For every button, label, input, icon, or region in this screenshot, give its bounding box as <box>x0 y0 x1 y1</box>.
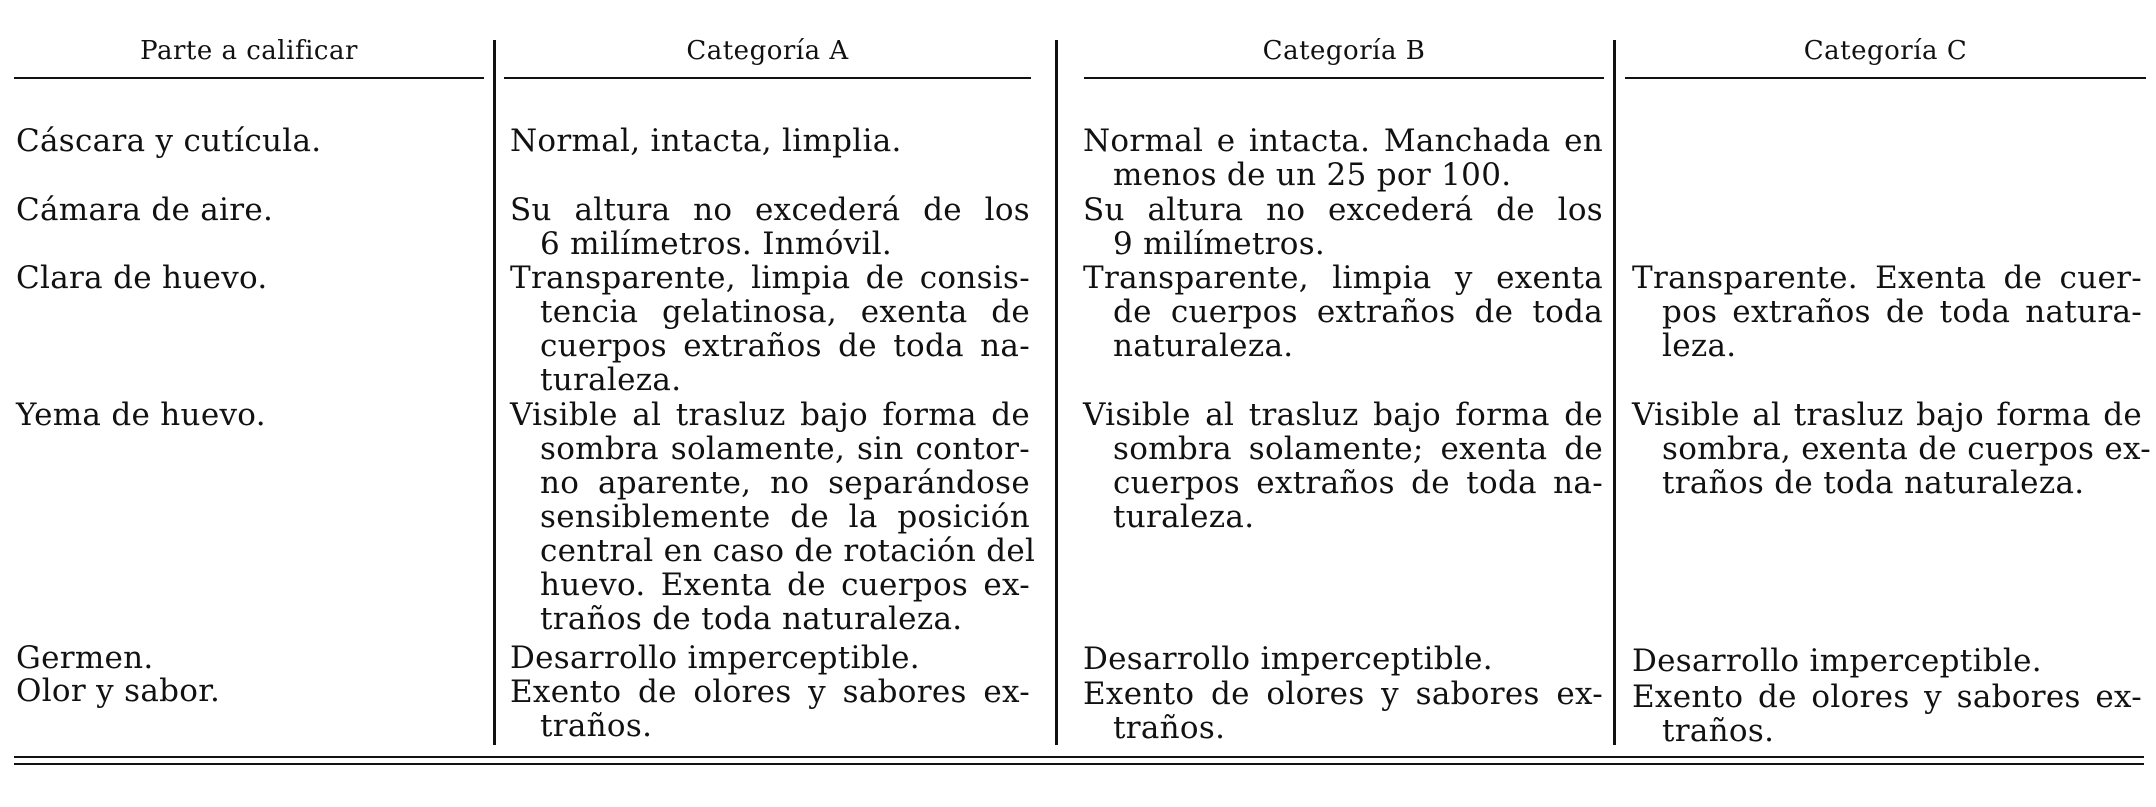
cell-line: traños. <box>1113 710 1226 746</box>
cell-line: menos de un 25 por 100. <box>1113 157 1512 193</box>
cell-line: traños de toda naturaleza. <box>540 601 963 637</box>
cell-line: sombra solamente; exenta de <box>1113 431 1603 467</box>
category-a-cell <box>510 124 1030 158</box>
cell-line: sombra, exenta de cuerpos ex- <box>1662 431 2152 467</box>
part-cell <box>16 398 486 432</box>
cell-line: 9 milímetros. <box>1113 226 1326 262</box>
header-category-b: Categoría B <box>1262 36 1426 66</box>
cell-line: traños. <box>1662 713 1775 749</box>
part-cell <box>16 261 486 295</box>
cell-line: cuerpos extraños de toda na- <box>1113 465 1603 501</box>
part-cell <box>16 641 486 675</box>
category-a-cell <box>510 397 1036 637</box>
cell-line: Cáscara y cutícula. <box>16 123 322 159</box>
cell-line: Su altura no excederá de los <box>510 192 1030 228</box>
header-underline <box>1625 77 2146 79</box>
cell-line: de cuerpos extraños de toda <box>1113 294 1603 330</box>
cell-line: Olor y sabor. <box>16 673 221 709</box>
cell-line: Visible al trasluz bajo forma de <box>1083 397 1603 433</box>
column-divider <box>1055 40 1058 745</box>
category-c-cell <box>1632 397 2152 501</box>
table-bottom-rule <box>14 763 2144 765</box>
cell-line: Exento de olores y sabores ex- <box>1083 676 1603 712</box>
header-underline <box>14 77 484 79</box>
cell-line: central en caso de rotación del <box>540 533 1036 569</box>
cell-line: huevo. Exenta de cuerpos ex- <box>540 567 1030 603</box>
part-cell <box>16 124 486 158</box>
cell-line: traños de toda naturaleza. <box>1662 465 2085 501</box>
header-part: Parte a calificar <box>140 36 358 66</box>
cell-line: leza. <box>1662 328 1737 364</box>
header-category-c: Categoría C <box>1803 36 1968 66</box>
column-divider <box>1613 40 1616 745</box>
cell-line: Normal e intacta. Manchada en <box>1083 123 1603 159</box>
cell-line: 6 milímetros. Inmóvil. <box>540 226 893 262</box>
cell-line: turaleza. <box>1113 499 1255 535</box>
part-cell <box>16 193 486 227</box>
cell-line: Visible al trasluz bajo forma de <box>510 397 1030 433</box>
cell-line: tencia gelatinosa, exenta de <box>540 294 1030 330</box>
cell-line: Visible al trasluz bajo forma de <box>1632 397 2142 433</box>
cell-line: Desarrollo imperceptible. <box>1632 643 2042 679</box>
cell-line: Exento de olores y sabores ex- <box>510 674 1030 710</box>
category-b-cell <box>1083 261 1603 363</box>
cell-line: Yema de huevo. <box>16 397 266 433</box>
part-cell <box>16 674 486 708</box>
category-b-cell <box>1083 124 1603 192</box>
cell-line: Transparente, limpia de consis- <box>510 260 1030 296</box>
cell-line: Su altura no excederá de los <box>1083 192 1603 228</box>
category-b-cell <box>1083 193 1603 261</box>
category-c-cell <box>1632 680 2142 748</box>
cell-line: Transparente, limpia y exenta <box>1083 260 1603 296</box>
category-c-cell <box>1632 644 2142 678</box>
cell-line: Exento de olores y sabores ex- <box>1632 679 2142 715</box>
category-b-cell <box>1083 642 1603 676</box>
category-a-cell <box>510 641 1030 675</box>
category-b-cell <box>1083 398 1603 534</box>
cell-line: traños. <box>540 708 653 744</box>
cell-line: Transparente. Exenta de cuer- <box>1632 260 2142 296</box>
header-category-a: Categoría A <box>686 36 849 66</box>
category-a-cell <box>510 675 1030 743</box>
column-divider <box>493 40 496 745</box>
cell-line: Normal, intacta, limplia. <box>510 123 902 159</box>
category-b-cell <box>1083 677 1603 745</box>
header-underline <box>504 77 1031 79</box>
category-a-cell <box>510 261 1030 397</box>
category-c-cell <box>1632 261 2142 363</box>
cell-line: cuerpos extraños de toda na- <box>540 328 1030 364</box>
cell-line: pos extraños de toda natura- <box>1662 294 2142 330</box>
cell-line: Desarrollo imperceptible. <box>510 640 920 676</box>
cell-line: naturaleza. <box>1113 328 1294 364</box>
cell-line: sombra solamente, sin contor- <box>540 431 1030 467</box>
cell-line: sensiblemente de la posición <box>540 499 1030 535</box>
cell-line: Clara de huevo. <box>16 260 268 296</box>
cell-line: Desarrollo imperceptible. <box>1083 641 1493 677</box>
cell-line: no aparente, no separándose <box>540 465 1030 501</box>
cell-line: Germen. <box>16 640 154 676</box>
category-a-cell <box>510 193 1030 261</box>
table-bottom-rule <box>14 756 2144 758</box>
header-underline <box>1084 77 1604 79</box>
cell-line: Cámara de aire. <box>16 192 274 228</box>
cell-line: turaleza. <box>540 362 682 398</box>
